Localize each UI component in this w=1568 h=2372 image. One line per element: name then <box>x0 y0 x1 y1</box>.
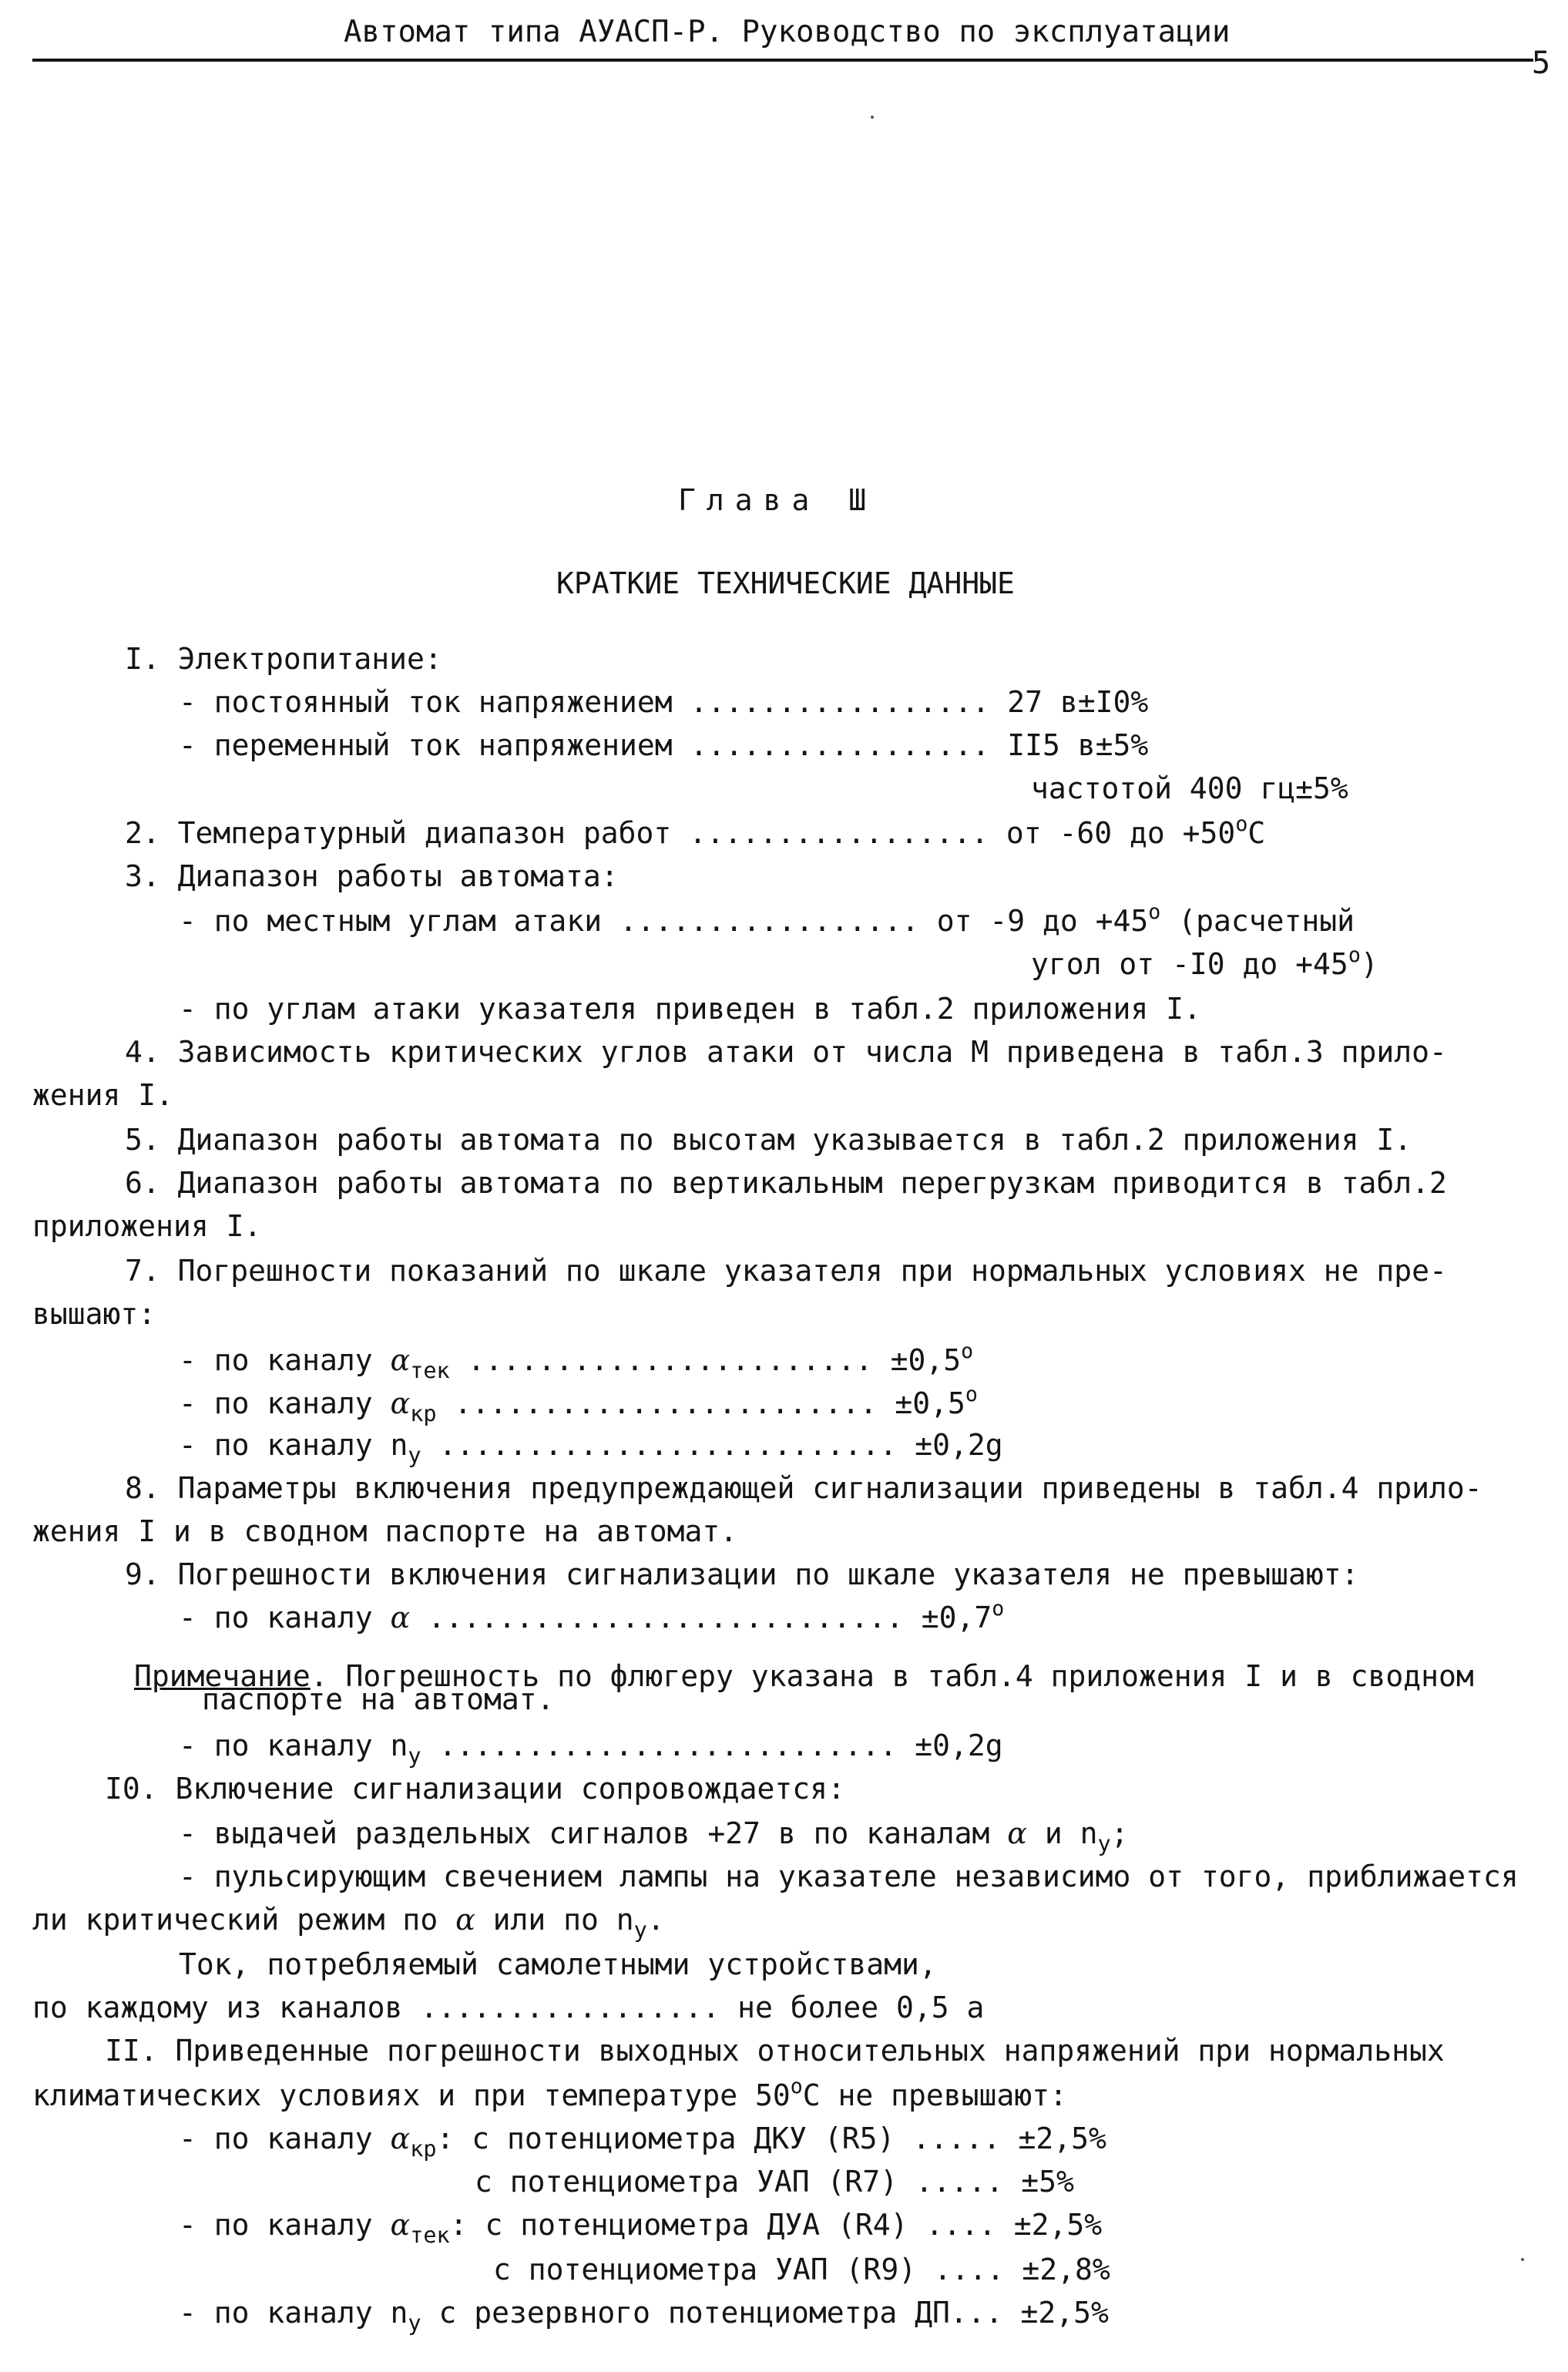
item-9-line-1: 9. Погрешности включения сигнализации по шкале указателя не превышают: <box>125 1557 1359 1591</box>
item-11-alpha-tek-dua: - по каналу $\alpha_{тек}$: с потенциометра ДУА (R4) .... ±2,5% <box>179 2208 1103 2248</box>
item-10-signal-1: - выдачей раздельных сигналов +27 в по каналам α и $n_у$; <box>179 1816 1129 1856</box>
item-11-ny-dp: - по каналу $n_у$ с резервного потенциометра ДП... ±2,5% <box>179 2296 1109 2336</box>
item-11-alpha-tek-uap: с потенциометра УАП (R9) .... ±2,8% <box>493 2253 1110 2286</box>
scan-speck <box>1521 2258 1524 2261</box>
item-8-line-2: жения I и в сводном паспорте на автомат. <box>32 1514 738 1548</box>
item-3-local-angles: - по местным углам атаки ................. от -9 до $+45^o$ (расчетный <box>179 900 1355 938</box>
item-7-channel-alpha-kr: - по каналу $\alpha_{кр}$ ........................ $\pm 0,5^o$ <box>179 1383 978 1426</box>
item-1-ac: - переменный ток напряжением ................. II5 в±5% <box>179 728 1149 762</box>
item-9-note: Примечание. Погрешность по флюгеру указана в табл.4 приложения I и в сводном <box>134 1659 1474 1693</box>
section-heading: КРАТКИЕ ТЕХНИЧЕСКИЕ ДАННЫЕ <box>556 566 1015 600</box>
item-6-line-2: приложения I. <box>32 1209 262 1243</box>
item-11-alpha-kr-uap: с потенциометра УАП (R7) ..... ±5% <box>475 2165 1074 2199</box>
item-4-line-1: 4. Зависимость критических углов атаки от числа М приведена в табл.3 прило- <box>125 1035 1447 1069</box>
item-7-line-2: вышают: <box>32 1297 156 1331</box>
item-7-channel-ny: - по каналу $n_у$ .......................... ±0,2g <box>179 1428 1003 1468</box>
item-2-temperature: 2. Температурный диапазон работ ................. от -60 до $+50^oС$ <box>125 812 1266 850</box>
header-rule <box>32 59 1533 62</box>
item-9-note-line-2: паспорте на автомат. <box>202 1682 555 1716</box>
item-3-calc-angle: угол от -I0 до $+45^o$) <box>1031 943 1378 981</box>
item-10-current-line-2: по каждому из каналов ................. не более 0,5 а <box>32 1991 985 2024</box>
item-11-line-2: климатических условиях и при температуре 50$^o$С не превышают: <box>32 2075 1067 2112</box>
item-10-signal-2-line-1: - пульсирующим свечением лампы на указателе независимо от того, приближается <box>179 1860 1519 1893</box>
item-7-channel-alpha-tek: - по каналу $\alpha_{тек}$ ....................... $\pm 0,5^o$ <box>179 1339 974 1383</box>
item-3-indicator-angles: - по углам атаки указателя приведен в табл.2 приложения I. <box>179 992 1201 1026</box>
item-10-signal-2-line-2: ли критический режим по α или по $n_у$. <box>32 1903 665 1943</box>
item-5: 5. Диапазон работы автомата по высотам указывается в табл.2 приложения I. <box>125 1123 1412 1157</box>
item-8-line-1: 8. Параметры включения предупреждающей сигнализации приведены в табл.4 прило- <box>125 1471 1482 1505</box>
running-header-title: Автомат типа АУАСП-Р. Руководство по эксплуатации <box>344 15 1231 49</box>
item-1-dc: - постоянный ток напряжением ................. 27 в±I0% <box>179 685 1149 719</box>
page-number: 5 <box>1532 45 1551 81</box>
item-10-heading: I0. Включение сигнализации сопровождается: <box>105 1772 845 1806</box>
item-1-heading: I. Электропитание: <box>125 642 442 676</box>
chapter-label: Глава Ш <box>678 483 878 517</box>
item-9-channel-ny: - по каналу $n_у$ .......................... ±0,2g <box>179 1729 1003 1769</box>
item-6-line-1: 6. Диапазон работы автомата по вертикальным перегрузкам приводится в табл.2 <box>125 1166 1447 1200</box>
item-4-line-2: жения I. <box>32 1078 174 1112</box>
item-7-line-1: 7. Погрешности показаний по шкале указателя при нормальных условиях не пре- <box>125 1254 1447 1288</box>
item-1-ac-frequency: частотой 400 гц±5% <box>1031 771 1348 805</box>
item-9-channel-alpha: - по каналу α ........................... $\pm 0,7^o$ <box>179 1597 1005 1635</box>
item-3-heading: 3. Диапазон работы автомата: <box>125 859 619 893</box>
item-11-line-1: II. Приведенные погрешности выходных относительных напряжений при нормальных <box>105 2034 1445 2068</box>
note-label: Примечание <box>134 1659 311 1693</box>
item-11-alpha-kr-dku: - по каналу $\alpha_{кр}$: с потенциометра ДКУ (R5) ..... ±2,5% <box>179 2122 1106 2162</box>
item-10-current-line-1: Ток, потребляемый самолетными устройствами, <box>179 1947 937 1981</box>
scan-speck <box>871 116 874 119</box>
